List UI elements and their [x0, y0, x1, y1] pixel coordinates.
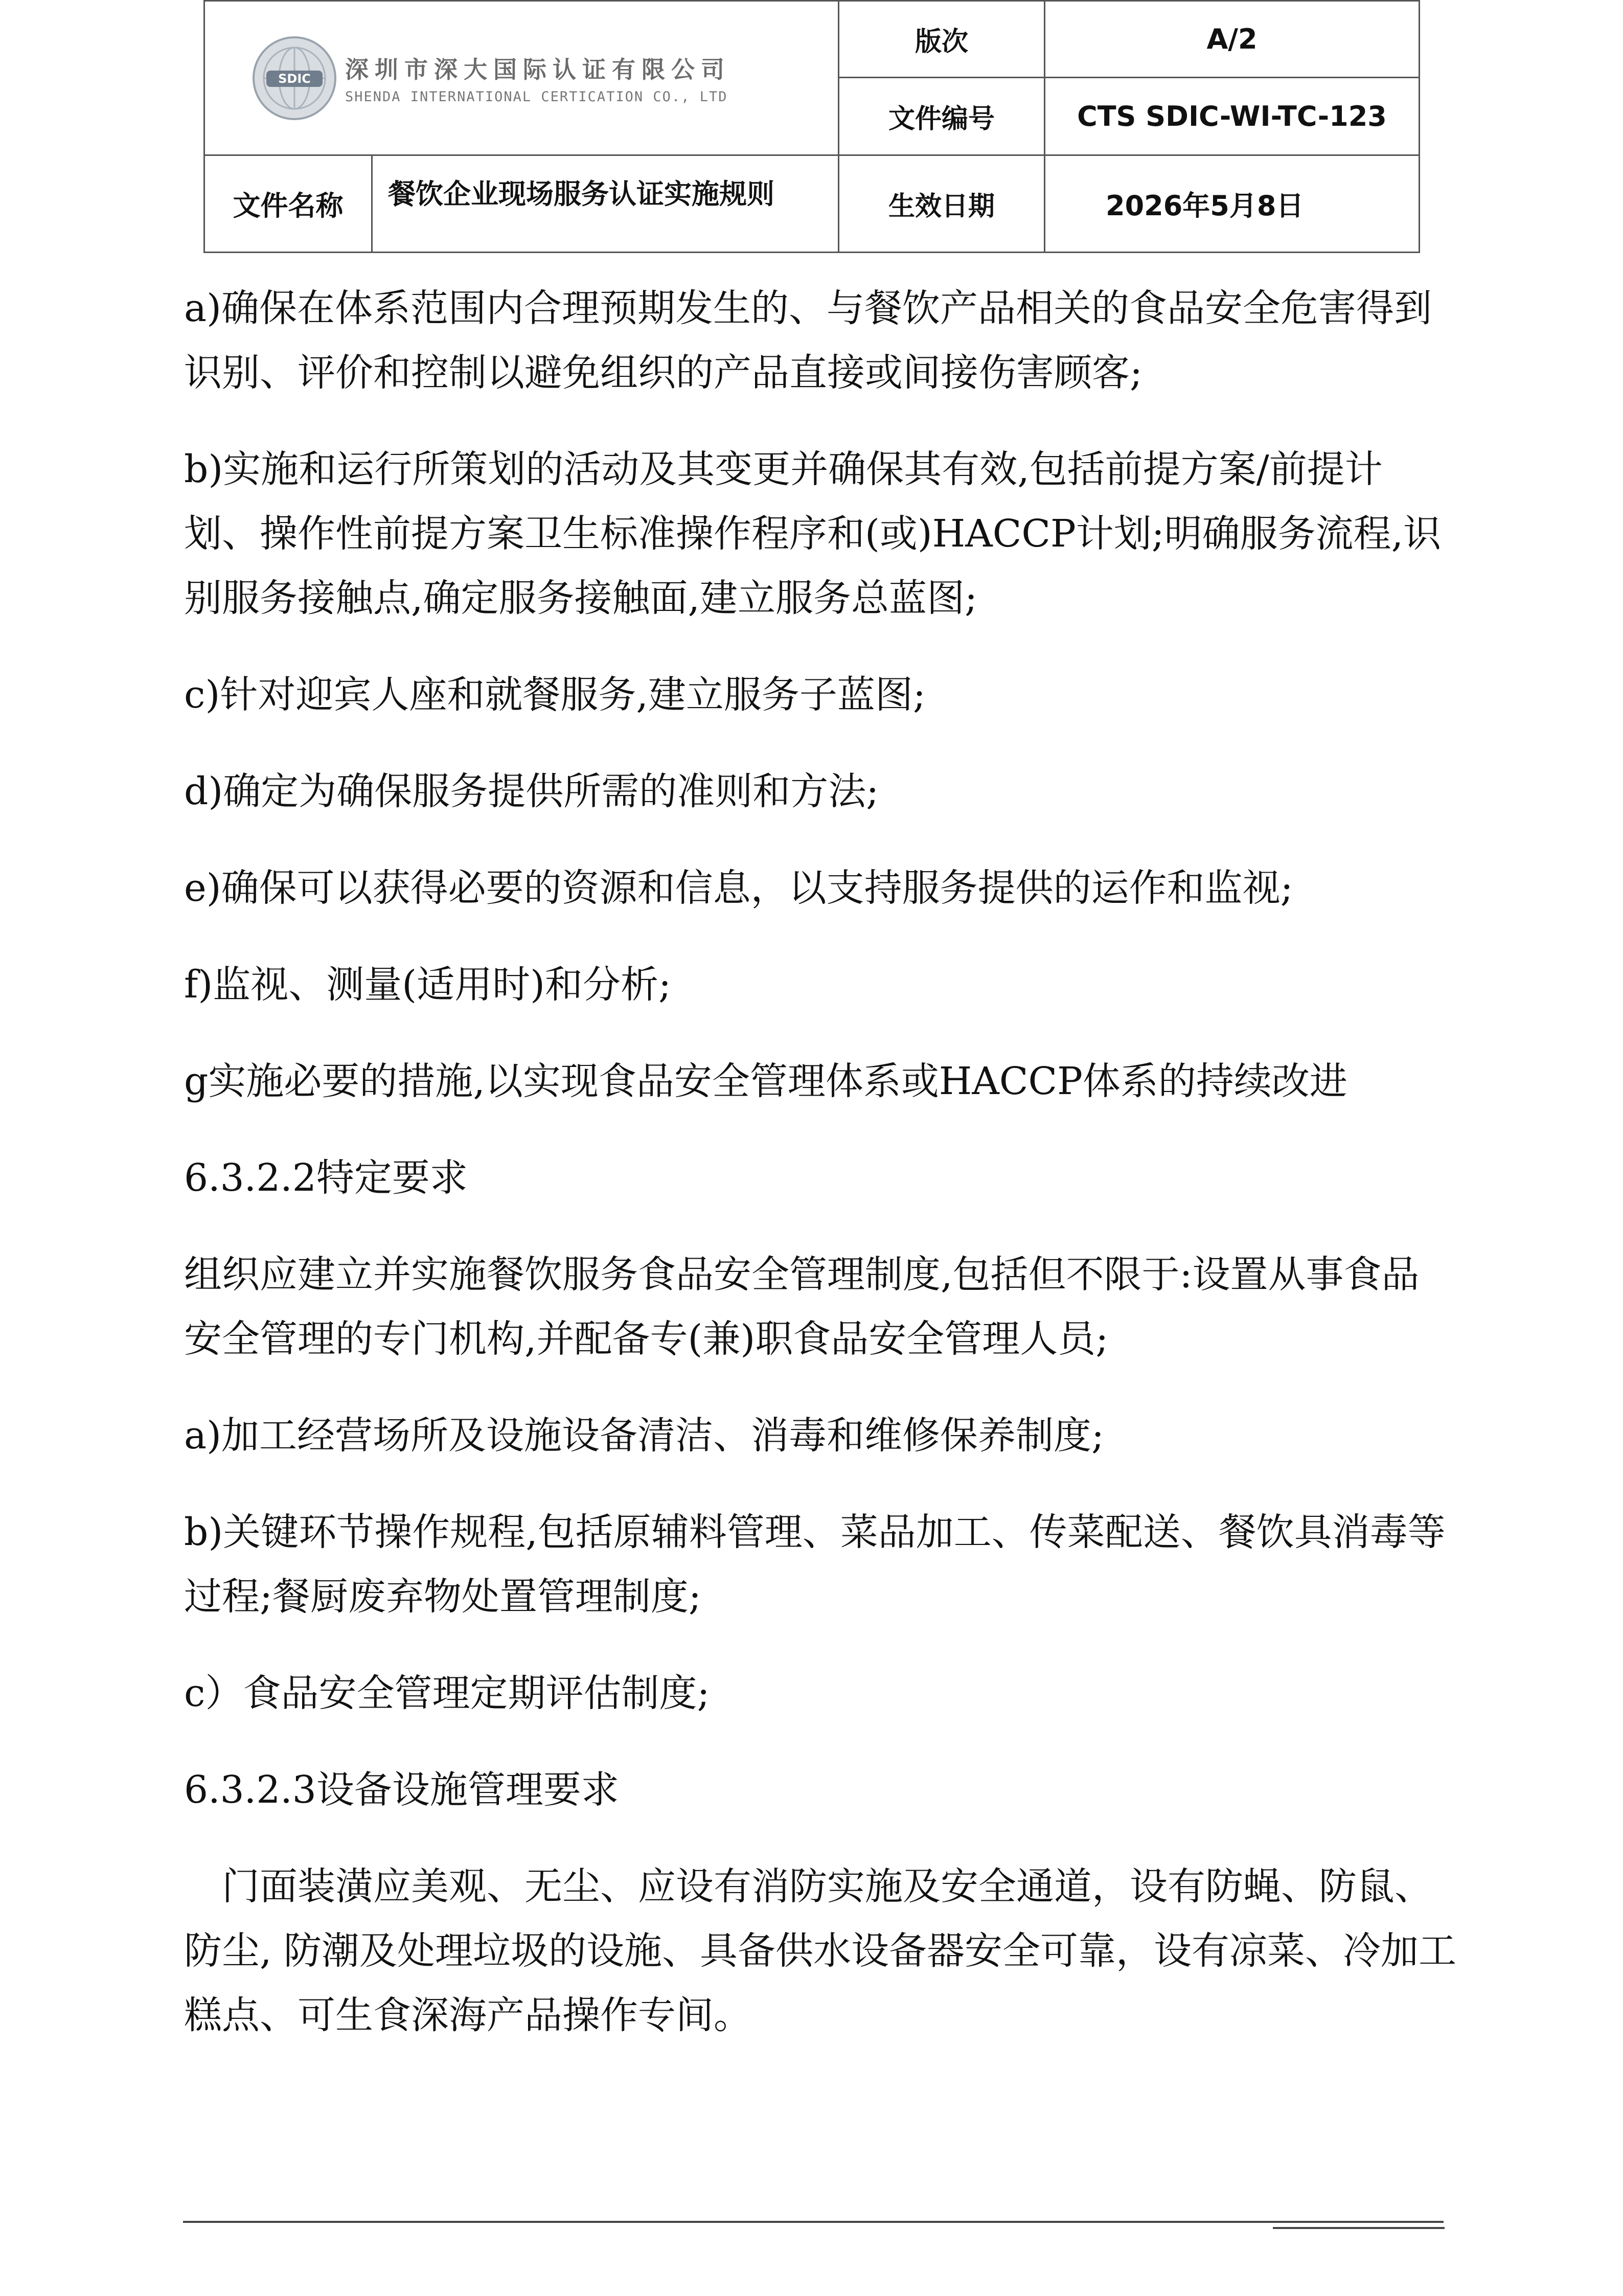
logo-mark-text: SDIC	[278, 71, 311, 86]
doc-number-value: CTS SDIC-WI-TC-123	[1045, 78, 1420, 155]
requirement-b: b)关键环节操作规程,包括原辅料管理、菜品加工、传菜配送、餐饮具消毒等过程;餐厨废弃物处置管理制度;	[184, 1510, 1446, 1619]
company-name-en: SHENDA INTERNATIONAL CERTICATION CO., LTD	[345, 89, 728, 105]
clause-f: f)监视、测量(适用时)和分析;	[184, 963, 671, 1007]
effective-date-value: 2026年5月8日	[1045, 155, 1420, 253]
document-header-table	[203, 0, 1420, 253]
specific-requirements-intro: 组织应建立并实施餐饮服务食品安全管理制度,包括但不限于:设置从事食品安全管理的专门机构,并配备专(兼)职食品安全管理人员;	[184, 1253, 1420, 1361]
doc-name-cell	[204, 155, 839, 253]
clause-b: b)实施和运行所策划的活动及其变更并确保其有效,包括前提方案/前提计划、操作性前提方案卫生标准操作程序和(或)HACCP计划;明确服务流程,识别服务接触点,确定服务接触面,建立服务总蓝图;	[184, 447, 1442, 620]
doc-name-label: 文件名称	[205, 156, 372, 252]
section-heading-6-3-2-2: 6.3.2.2特定要求	[184, 1156, 468, 1200]
section-heading-6-3-2-3: 6.3.2.3设备设施管理要求	[184, 1768, 619, 1812]
clause-g: g实施必要的措施,以实现食品安全管理体系或HACCP体系的持续改进	[184, 1059, 1347, 1103]
clause-c: c)针对迎宾人座和就餐服务,建立服务子蓝图;	[184, 673, 926, 717]
company-logo-icon	[251, 35, 338, 122]
company-name-cn: 深圳市深大国际认证有限公司	[345, 56, 730, 83]
requirement-c: c）食品安全管理定期评估制度;	[184, 1671, 710, 1715]
facility-requirements-text: 门面装潢应美观、无尘、应设有消防实施及安全通道，设有防蝇、防鼠、防尘, 防潮及处理垃圾的设施、具备供水设备器安全可靠，设有凉菜、冷加工糕点、可生食深海产品操作专间。	[184, 1865, 1457, 2037]
clause-a: a)确保在体系范围内合理预期发生的、与餐饮产品相关的食品安全危害得到识别、评价和控制以避免组织的产品直接或间接伤害顾客;	[184, 286, 1432, 395]
effective-date-label: 生效日期	[839, 155, 1045, 253]
doc-name-value: 餐饮企业现场服务认证实施规则	[388, 178, 774, 210]
document-body	[184, 276, 1457, 2080]
clause-d: d)确定为确保服务提供所需的准则和方法;	[184, 769, 879, 813]
edition-label: 版次	[839, 1, 1045, 78]
clause-e: e)确保可以获得必要的资源和信息，以支持服务提供的运作和监视;	[184, 866, 1293, 910]
footer-divider-short	[1273, 2227, 1445, 2229]
edition-value: A/2	[1045, 1, 1420, 78]
requirement-a: a)加工经营场所及设施设备清洁、消毒和维修保养制度;	[184, 1414, 1104, 1458]
footer-divider	[183, 2221, 1444, 2223]
company-logo-cell	[204, 1, 839, 155]
doc-number-label: 文件编号	[839, 78, 1045, 155]
